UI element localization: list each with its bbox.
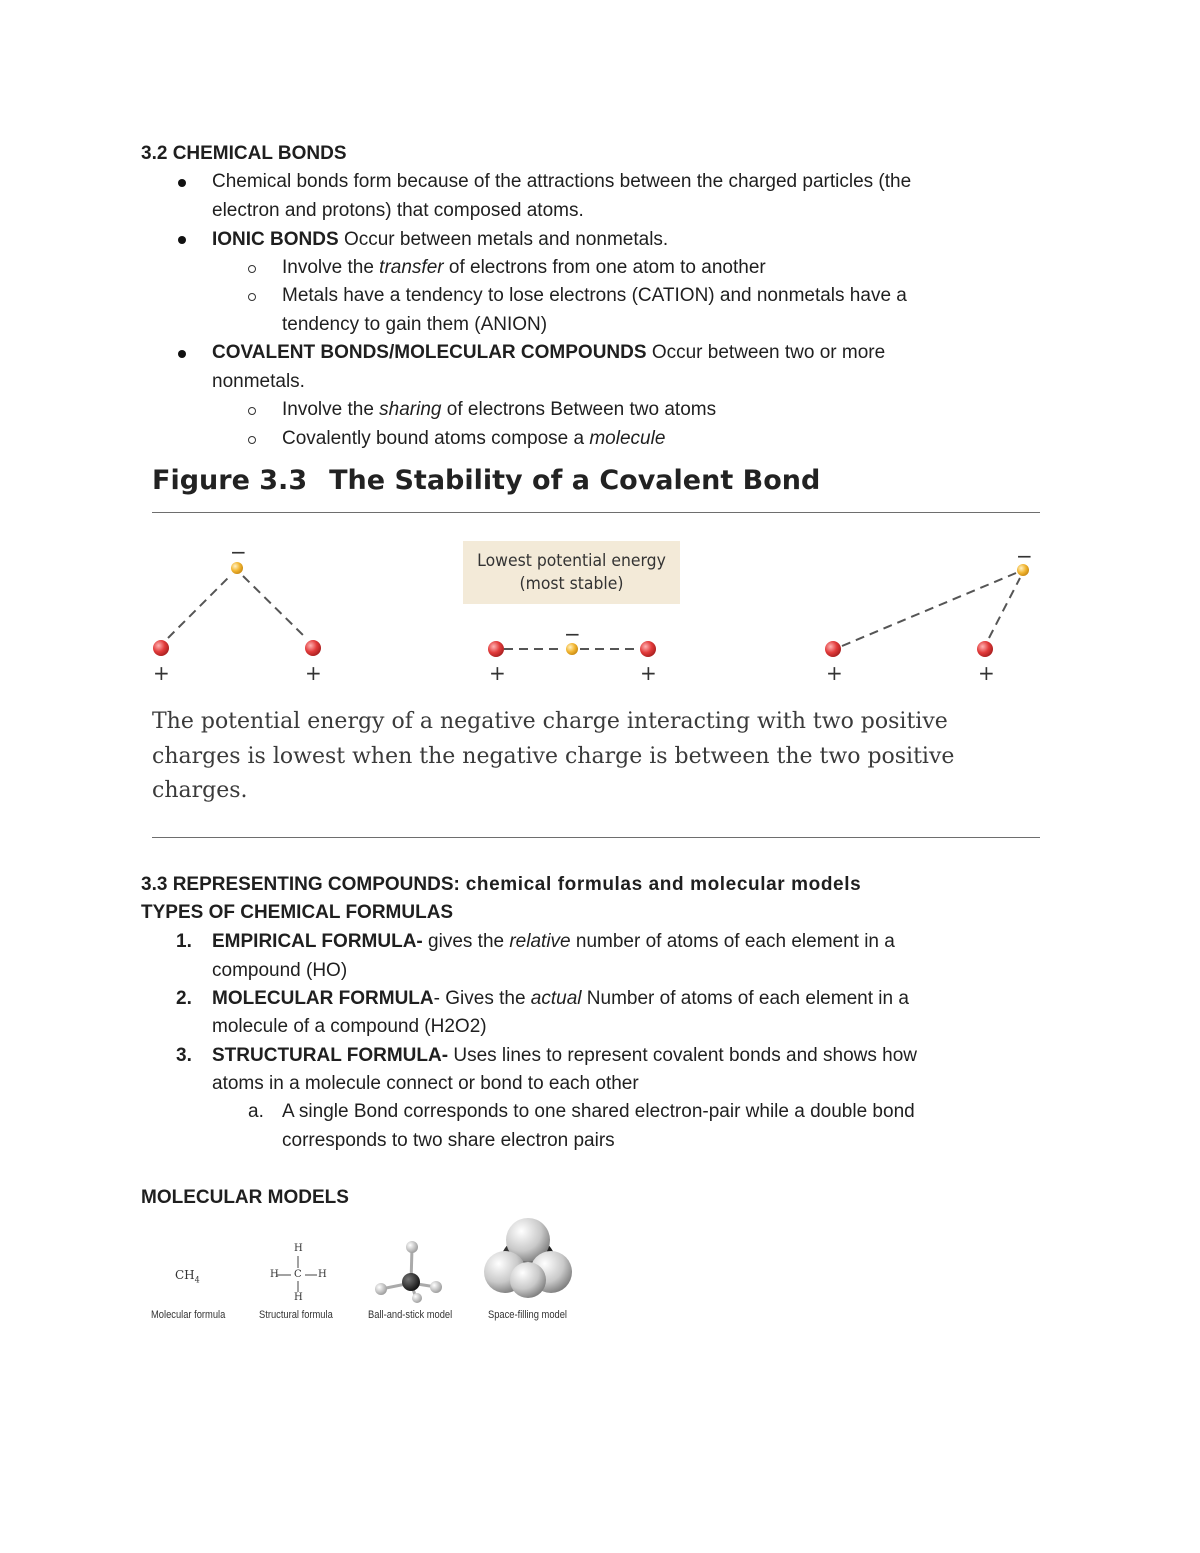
figure-top-rule <box>152 512 1040 513</box>
emphasis-actual: actual <box>530 988 582 1009</box>
heading-bold: 3.3 REPRESENTING COMPOUNDS: <box>141 874 460 895</box>
atom-label-h: H <box>270 1269 279 1280</box>
list-number: 1. <box>176 931 192 952</box>
positive-charge <box>977 641 993 657</box>
formula-subscript: 4 <box>194 1275 200 1285</box>
positive-charge <box>153 640 169 656</box>
hydrogen-ball <box>406 1241 418 1253</box>
panel-bent-arrangement <box>153 562 321 656</box>
atom-label-h: H <box>318 1269 327 1280</box>
dashed-attraction-line <box>989 578 1020 638</box>
caption-line: charges is lowest when the negative charge is between the two positive <box>152 743 955 769</box>
sub-bullet-icon <box>248 265 256 273</box>
text: of electrons Between two atoms <box>441 399 717 420</box>
label-structural-formula: Structural formula <box>259 1309 333 1321</box>
text: Occur between two or more <box>646 342 886 363</box>
sub-bullet-icon <box>248 407 256 415</box>
positive-charge <box>640 641 656 657</box>
hydrogen-ball <box>430 1281 442 1293</box>
dashed-attraction-line <box>168 576 230 638</box>
caption-line: charges. <box>152 778 248 803</box>
section-heading-representing-compounds <box>141 871 861 900</box>
bullet-text: electron and protons) that composed atoms. <box>212 200 584 221</box>
plus-sign: + <box>826 661 843 685</box>
item-text: molecule of a compound (H2O2) <box>212 1016 487 1037</box>
text: Covalently bound atoms compose a <box>282 428 590 449</box>
emphasis-relative: relative <box>509 931 571 952</box>
item-molecular-formula <box>212 985 909 1014</box>
text: of electrons from one atom to another <box>443 257 766 278</box>
bullet-text: nonmetals. <box>212 371 305 392</box>
item-empirical-formula <box>212 928 895 957</box>
atom-label-h: H <box>294 1292 303 1303</box>
hydrogen-ball <box>412 1293 422 1303</box>
bullet-text: Occur between metals and nonmetals. <box>338 229 669 250</box>
plus-sign: + <box>489 661 506 685</box>
bullet-covalent-bonds <box>212 339 885 368</box>
sub-bullet-text: tendency to gain them (ANION) <box>282 314 548 335</box>
term-empirical-formula: EMPIRICAL FORMULA- <box>212 931 423 952</box>
bullet-icon <box>178 236 186 244</box>
minus-sign: − <box>230 540 247 564</box>
panel-offset-arrangement <box>825 564 1029 657</box>
text: number of atoms of each element in a <box>570 931 895 952</box>
bullet-ionic-bonds <box>212 226 668 255</box>
bullet-text: Chemical bonds form because of the attractions between the charged particles (the <box>212 171 912 192</box>
text: Involve the <box>282 399 380 420</box>
molecular-formula-ch4 <box>175 1268 200 1284</box>
lowest-energy-label <box>472 550 672 596</box>
atom-label-h: H <box>294 1243 303 1254</box>
list-number: 3. <box>176 1045 192 1066</box>
label-molecular-formula: Molecular formula <box>151 1309 226 1321</box>
emphasis-transfer: transfer <box>379 257 444 278</box>
sub-bullet-sharing <box>282 396 716 425</box>
figure-bottom-rule <box>152 837 1040 838</box>
figure-title <box>152 465 820 496</box>
text: Involve the <box>282 257 380 278</box>
item-text: compound (HO) <box>212 960 348 981</box>
text: Number of atoms of each element in a <box>581 988 909 1009</box>
dashed-attraction-line <box>243 576 306 638</box>
box-label-line: (most stable) <box>519 574 624 594</box>
emphasis-sharing: sharing <box>379 399 442 420</box>
emphasis-molecule: molecule <box>589 428 666 449</box>
item-text: atoms in a molecule connect or bond to each other <box>212 1073 639 1094</box>
label-space-filling: Space-filling model <box>488 1309 567 1321</box>
bullet-icon <box>178 350 186 358</box>
bullet-icon <box>178 179 186 187</box>
box-label-line: Lowest potential energy <box>477 551 666 571</box>
figure-number: Figure 3.3 <box>152 465 308 496</box>
figure-title-text: The Stability of a Covalent Bond <box>329 465 821 496</box>
label-ball-and-stick: Ball-and-stick model <box>368 1309 453 1321</box>
list-letter: a. <box>248 1101 264 1122</box>
atom-label-c: C <box>294 1269 302 1280</box>
plus-sign: + <box>978 661 995 685</box>
term-structural-formula: STRUCTURAL FORMULA- <box>212 1045 449 1066</box>
sub-bullet-text: Metals have a tendency to lose electrons (CATION) and nonmetals have a <box>282 285 907 306</box>
section-heading-chemical-bonds: 3.2 CHEMICAL BONDS <box>141 143 347 164</box>
subheading-types-of-formulas: TYPES OF CHEMICAL FORMULAS <box>141 902 454 923</box>
text: Uses lines to represent covalent bonds and shows how <box>448 1045 917 1066</box>
term-covalent-bonds: COVALENT BONDS/MOLECULAR COMPOUNDS <box>212 342 647 363</box>
heading-subtitle: chemical formulas and molecular models <box>459 874 862 895</box>
figure-caption <box>152 705 954 809</box>
positive-charge <box>488 641 504 657</box>
positive-charge <box>305 640 321 656</box>
hydrogen-sphere <box>510 1262 546 1298</box>
sub-item-text: A single Bond corresponds to one shared electron-pair while a double bond <box>282 1101 915 1122</box>
sub-bullet-molecule <box>282 425 665 454</box>
text: - Gives the <box>433 988 531 1009</box>
ball-and-stick-model <box>370 1238 450 1304</box>
text: gives the <box>422 931 510 952</box>
term-molecular-formula: MOLECULAR FORMULA <box>212 988 434 1009</box>
positive-charge <box>825 641 841 657</box>
formula-text: CH <box>175 1268 195 1282</box>
sub-item-text: corresponds to two share electron pairs <box>282 1130 615 1151</box>
term-ionic-bonds: IONIC BONDS <box>212 229 339 250</box>
minus-sign: − <box>1016 544 1033 568</box>
plus-sign: + <box>305 661 322 685</box>
hydrogen-ball <box>375 1283 387 1295</box>
plus-sign: + <box>640 661 657 685</box>
minus-sign: − <box>564 622 581 646</box>
carbon-ball <box>402 1273 420 1291</box>
caption-line: The potential energy of a negative charge interacting with two positive <box>152 709 948 734</box>
sub-bullet-icon <box>248 293 256 301</box>
list-number: 2. <box>176 988 192 1009</box>
item-structural-formula <box>212 1042 917 1071</box>
plus-sign: + <box>153 661 170 685</box>
space-filling-model <box>482 1216 574 1304</box>
sub-bullet-transfer <box>282 254 766 283</box>
sub-bullet-icon <box>248 436 256 444</box>
section-heading-molecular-models: MOLECULAR MODELS <box>141 1187 349 1208</box>
